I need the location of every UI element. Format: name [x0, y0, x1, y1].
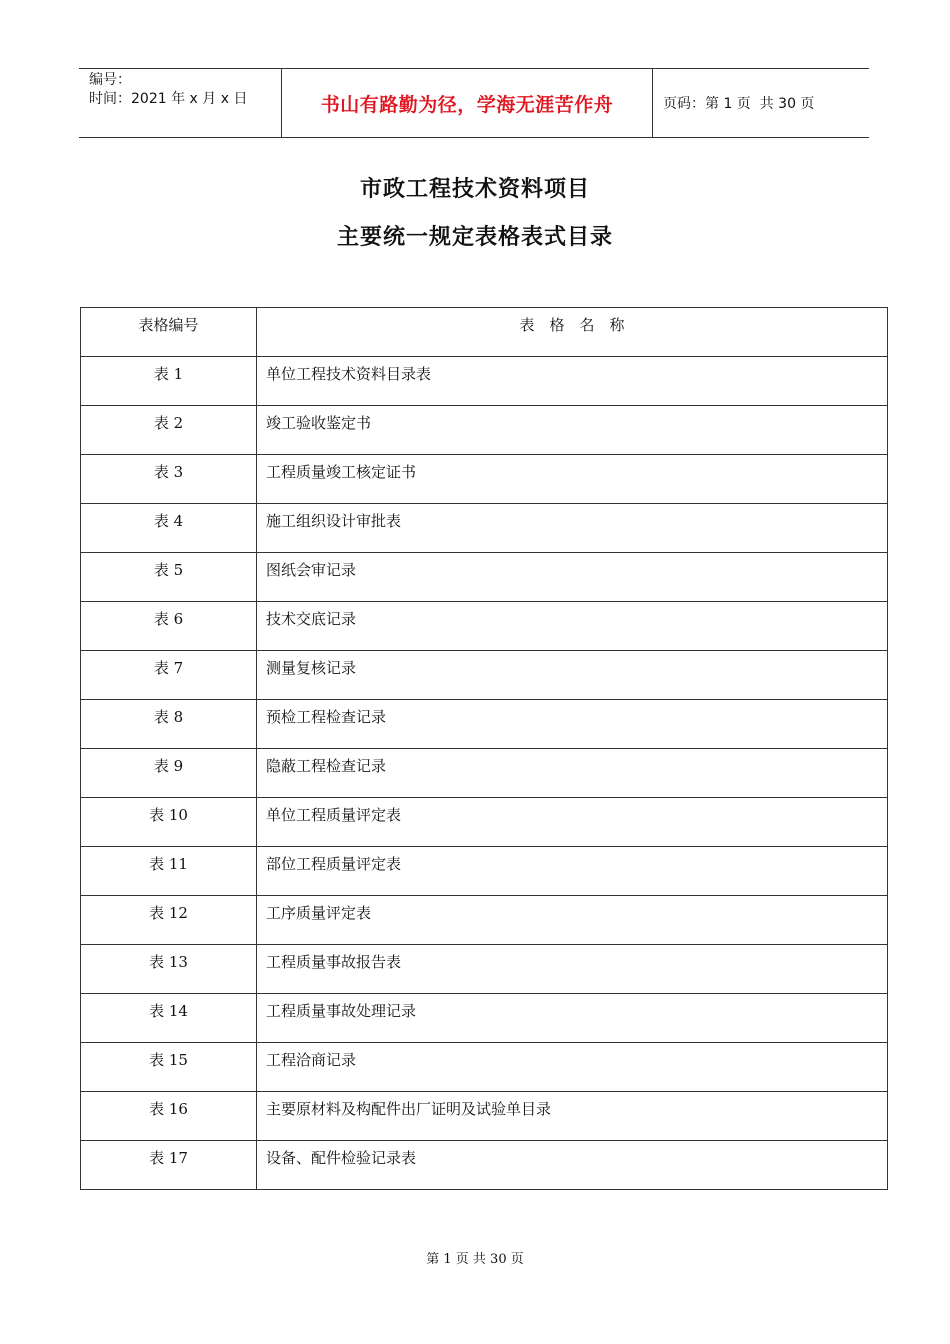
table-row — [81, 357, 887, 406]
table-cell-name: 隐蔽工程检查记录 — [266, 757, 387, 775]
table-cell-name: 竣工验收鉴定书 — [266, 414, 372, 432]
table-cell-name: 单位工程技术资料目录表 — [266, 365, 432, 383]
table-cell-name: 施工组织设计审批表 — [266, 512, 402, 530]
page-info: 页码：第 1 页 共 30 页 — [663, 96, 815, 112]
table-cell-code: 表 5 — [81, 553, 257, 601]
table-row — [81, 749, 887, 798]
table-row — [81, 1092, 887, 1141]
header-meta — [79, 69, 281, 137]
table-row — [81, 896, 887, 945]
table-cell-name: 工序质量评定表 — [266, 904, 372, 922]
table-cell-name: 预检工程检查记录 — [266, 708, 387, 726]
table-cell-name: 图纸会审记录 — [266, 561, 357, 579]
motto-text: 书山有路勤为径，学海无涯苦作舟 — [320, 93, 614, 116]
table-row — [81, 1043, 887, 1092]
table-cell-code: 表 1 — [81, 357, 257, 405]
table-row — [81, 798, 887, 847]
page-title: 市政工程技术资料项目 — [359, 177, 590, 202]
number-label: 编号： — [89, 72, 131, 88]
table-cell-code: 表 7 — [81, 651, 257, 699]
table-cell-code: 表 9 — [81, 749, 257, 797]
table-cell-code: 表 3 — [81, 455, 257, 503]
column-header-code: 表格编号 — [81, 308, 257, 356]
table-cell-code: 表 12 — [81, 896, 257, 944]
table-row — [81, 406, 887, 455]
table-header-row — [81, 308, 887, 357]
document-header — [79, 68, 869, 138]
header-page-cell — [653, 69, 869, 137]
table-cell-code: 表 15 — [81, 1043, 257, 1091]
table-cell-code: 表 2 — [81, 406, 257, 454]
table-cell-name: 工程质量事故报告表 — [266, 953, 402, 971]
table-row — [81, 847, 887, 896]
table-cell-code: 表 13 — [81, 945, 257, 993]
table-cell-code: 表 11 — [81, 847, 257, 895]
table-row — [81, 994, 887, 1043]
table-cell-code: 表 10 — [81, 798, 257, 846]
table-row — [81, 651, 887, 700]
column-header-name: 表 格 名 称 — [519, 316, 625, 334]
catalog-table — [80, 307, 888, 1190]
table-row — [81, 455, 887, 504]
table-cell-name: 技术交底记录 — [266, 610, 357, 628]
table-cell-code: 表 6 — [81, 602, 257, 650]
page-footer: 第 1 页 共 30 页 — [426, 1252, 524, 1267]
table-row — [81, 602, 887, 651]
table-cell-code: 表 17 — [81, 1141, 257, 1189]
table-cell-code: 表 4 — [81, 504, 257, 552]
header-motto-cell — [281, 69, 653, 137]
table-row — [81, 1141, 887, 1190]
page-subtitle: 主要统一规定表格表式目录 — [336, 225, 613, 250]
table-cell-code: 表 8 — [81, 700, 257, 748]
table-cell-name: 设备、配件检验记录表 — [266, 1149, 417, 1167]
table-cell-name: 工程质量竣工核定证书 — [266, 463, 417, 481]
table-cell-name: 测量复核记录 — [266, 659, 357, 677]
table-row — [81, 553, 887, 602]
table-cell-name: 工程质量事故处理记录 — [266, 1002, 417, 1020]
table-cell-name: 单位工程质量评定表 — [266, 806, 402, 824]
table-cell-code: 表 14 — [81, 994, 257, 1042]
time-label: 时间：2021 年 x 月 x 日 — [89, 91, 248, 107]
table-cell-name: 工程洽商记录 — [266, 1051, 357, 1069]
table-cell-name: 主要原材料及构配件出厂证明及试验单目录 — [266, 1100, 552, 1118]
table-cell-code: 表 16 — [81, 1092, 257, 1140]
table-row — [81, 504, 887, 553]
table-cell-name: 部位工程质量评定表 — [266, 855, 402, 873]
table-row — [81, 700, 887, 749]
table-row — [81, 945, 887, 994]
